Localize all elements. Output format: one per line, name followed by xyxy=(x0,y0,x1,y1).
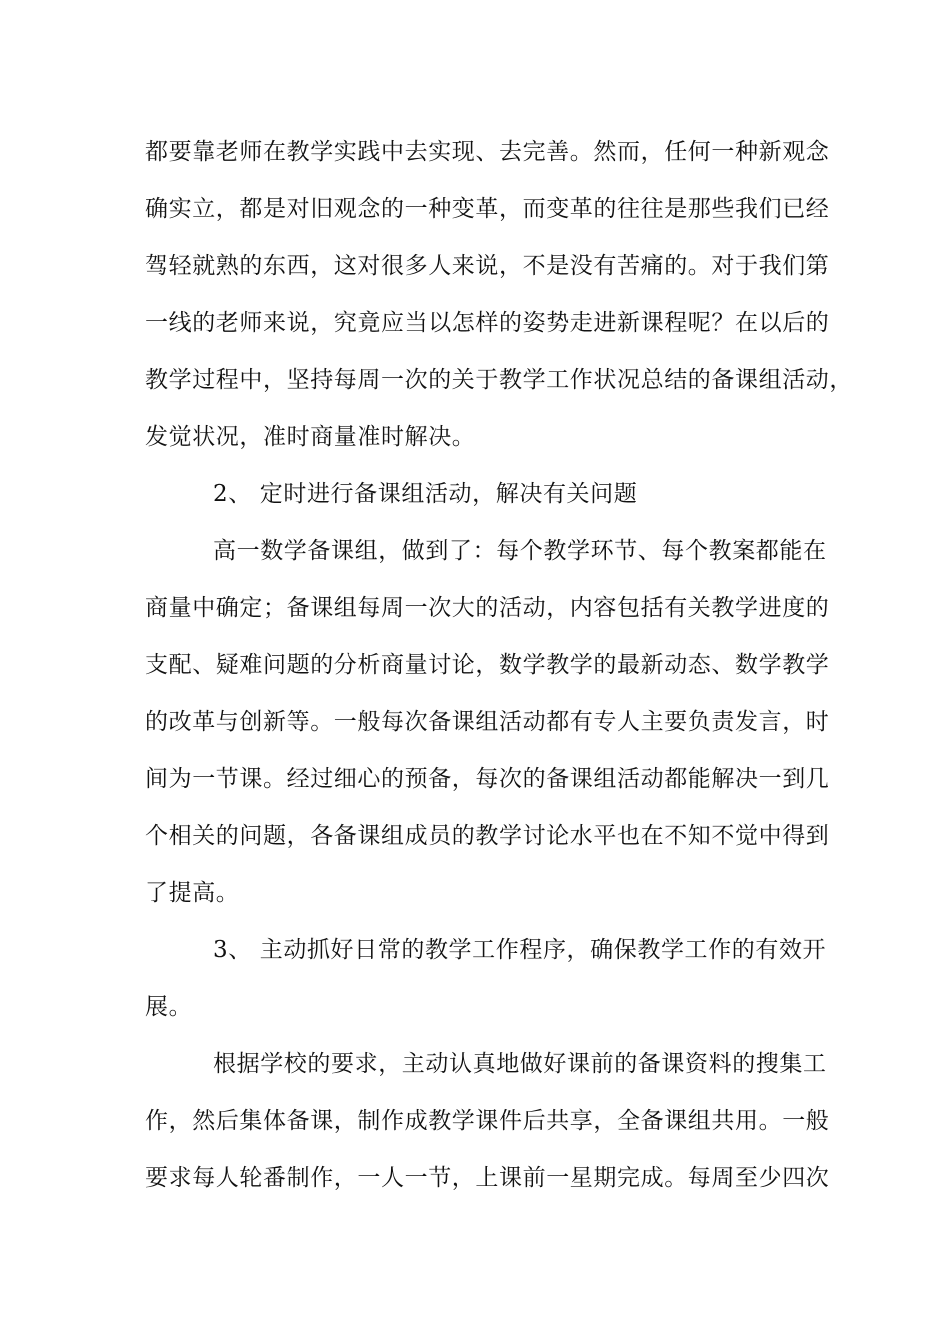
paragraph-line: 一线的老师来说，究竟应当以怎样的姿势走进新课程呢？在以后的 xyxy=(145,310,830,336)
paragraph-line: 商量中确定；备课组每周一次大的活动，内容包括有关教学进度的 xyxy=(145,595,830,621)
paragraph-line: 要求每人轮番制作，一人一节，上课前一星期完成。每周至少四次 xyxy=(145,1165,830,1191)
paragraph-line: 间为一节课。经过细心的预备，每次的备课组活动都能解决一到几 xyxy=(145,766,830,792)
paragraph-line: 个相关的问题，各备课组成员的教学讨论水平也在不知不觉中得到 xyxy=(145,823,830,849)
paragraph-line: 展。 xyxy=(145,994,193,1020)
section-heading-2: 2、 定时进行备课组活动，解决有关问题 xyxy=(213,481,638,507)
section-heading-3: 3、 主动抓好日常的教学工作程序，确保教学工作的有效开 xyxy=(213,937,827,963)
paragraph-line: 发觉状况，准时商量准时解决。 xyxy=(145,424,476,450)
paragraph-line: 的改革与创新等。一般每次备课组活动都有专人主要负责发言，时 xyxy=(145,709,830,735)
paragraph-line: 驾轻就熟的东西，这对很多人来说，不是没有苦痛的。对于我们第 xyxy=(145,253,830,279)
paragraph-line: 支配、疑难问题的分析商量讨论，数学教学的最新动态、数学教学 xyxy=(145,652,830,678)
paragraph-line: 作，然后集体备课，制作成教学课件后共享，全备课组共用。一般 xyxy=(145,1108,830,1134)
paragraph-line: 了提高。 xyxy=(145,880,240,906)
paragraph-line: 根据学校的要求，主动认真地做好课前的备课资料的搜集工 xyxy=(213,1051,827,1077)
paragraph-line: 教学过程中，坚持每周一次的关于教学工作状况总结的备课组活动， xyxy=(145,367,853,393)
paragraph-line: 确实立，都是对旧观念的一种变革，而变革的往往是那些我们已经 xyxy=(145,196,830,222)
paragraph-line: 高一数学备课组，做到了：每个教学环节、每个教案都能在 xyxy=(213,538,827,564)
paragraph-line: 都要靠老师在教学实践中去实现、去完善。然而，任何一种新观念 xyxy=(145,139,830,165)
